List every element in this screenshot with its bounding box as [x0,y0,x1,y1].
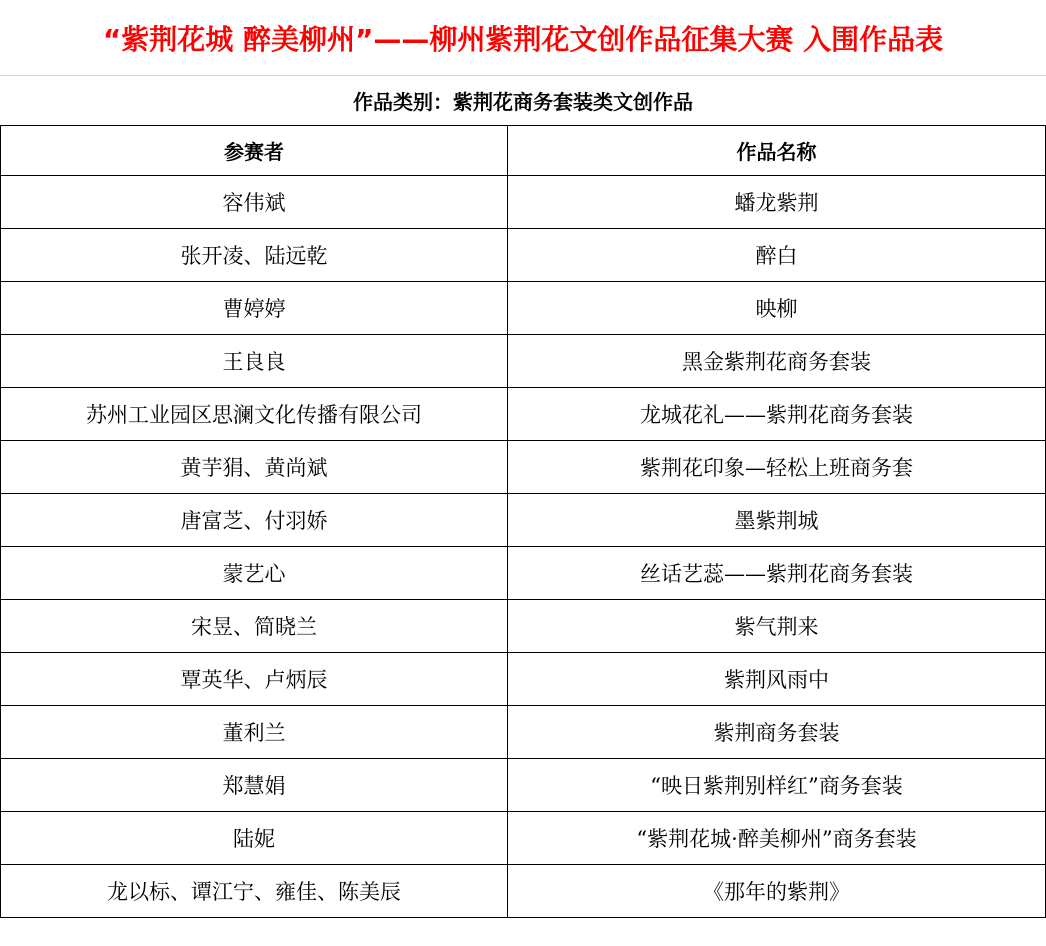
table-row [1,388,1046,441]
work-name-cell: “紫荆花城·醉美柳州”商务套装 [508,812,1046,865]
header-work-name: 作品名称 [508,126,1046,176]
table-row [1,547,1046,600]
table-row [1,706,1046,759]
table-row [1,229,1046,282]
participant-cell: 覃英华、卢炳辰 [1,653,508,706]
work-name-cell: 龙城花礼——紫荆花商务套装 [508,388,1046,441]
table-row [1,759,1046,812]
table-header-row [1,126,1046,176]
work-name-cell: 紫气荆来 [508,600,1046,653]
participant-cell: 陆妮 [1,812,508,865]
participant-cell: 龙以标、谭江宁、雍佳、陈美辰 [1,865,508,918]
work-name-cell: “映日紫荆别样红”商务套装 [508,759,1046,812]
table-row [1,865,1046,918]
table-row [1,494,1046,547]
work-name-cell: 丝话艺蕊——紫荆花商务套装 [508,547,1046,600]
participant-cell: 容伟斌 [1,176,508,229]
work-name-cell: 黑金紫荆花商务套装 [508,335,1046,388]
table-row [1,335,1046,388]
participant-cell: 张开凌、陆远乾 [1,229,508,282]
participant-cell: 唐富芝、付羽娇 [1,494,508,547]
participant-cell: 苏州工业园区思澜文化传播有限公司 [1,388,508,441]
participant-cell: 董利兰 [1,706,508,759]
header-participant: 参赛者 [1,126,508,176]
page-title: “紫荆花城 醉美柳州”——柳州紫荆花文创作品征集大赛 入围作品表 [102,22,944,56]
table-row [1,812,1046,865]
work-name-cell: 紫荆风雨中 [508,653,1046,706]
category-label: 作品类别：紫荆花商务套装类文创作品 [353,90,693,114]
participant-cell: 蒙艺心 [1,547,508,600]
category-row [0,76,1046,125]
work-name-cell: 紫荆商务套装 [508,706,1046,759]
work-name-cell: 蟠龙紫荆 [508,176,1046,229]
participant-cell: 曹婷婷 [1,282,508,335]
table-row [1,176,1046,229]
table-row [1,282,1046,335]
table-row [1,653,1046,706]
work-name-cell: 醉白 [508,229,1046,282]
table-row [1,441,1046,494]
table-row [1,600,1046,653]
participant-cell: 郑慧娟 [1,759,508,812]
participant-cell: 王良良 [1,335,508,388]
work-name-cell: 《那年的紫荆》 [508,865,1046,918]
work-name-cell: 紫荆花印象—轻松上班商务套 [508,441,1046,494]
work-name-cell: 映柳 [508,282,1046,335]
title-row [0,0,1046,76]
entries-table [0,125,1046,918]
work-name-cell: 墨紫荆城 [508,494,1046,547]
participant-cell: 黄芋狷、黄尚斌 [1,441,508,494]
participant-cell: 宋昱、简晓兰 [1,600,508,653]
